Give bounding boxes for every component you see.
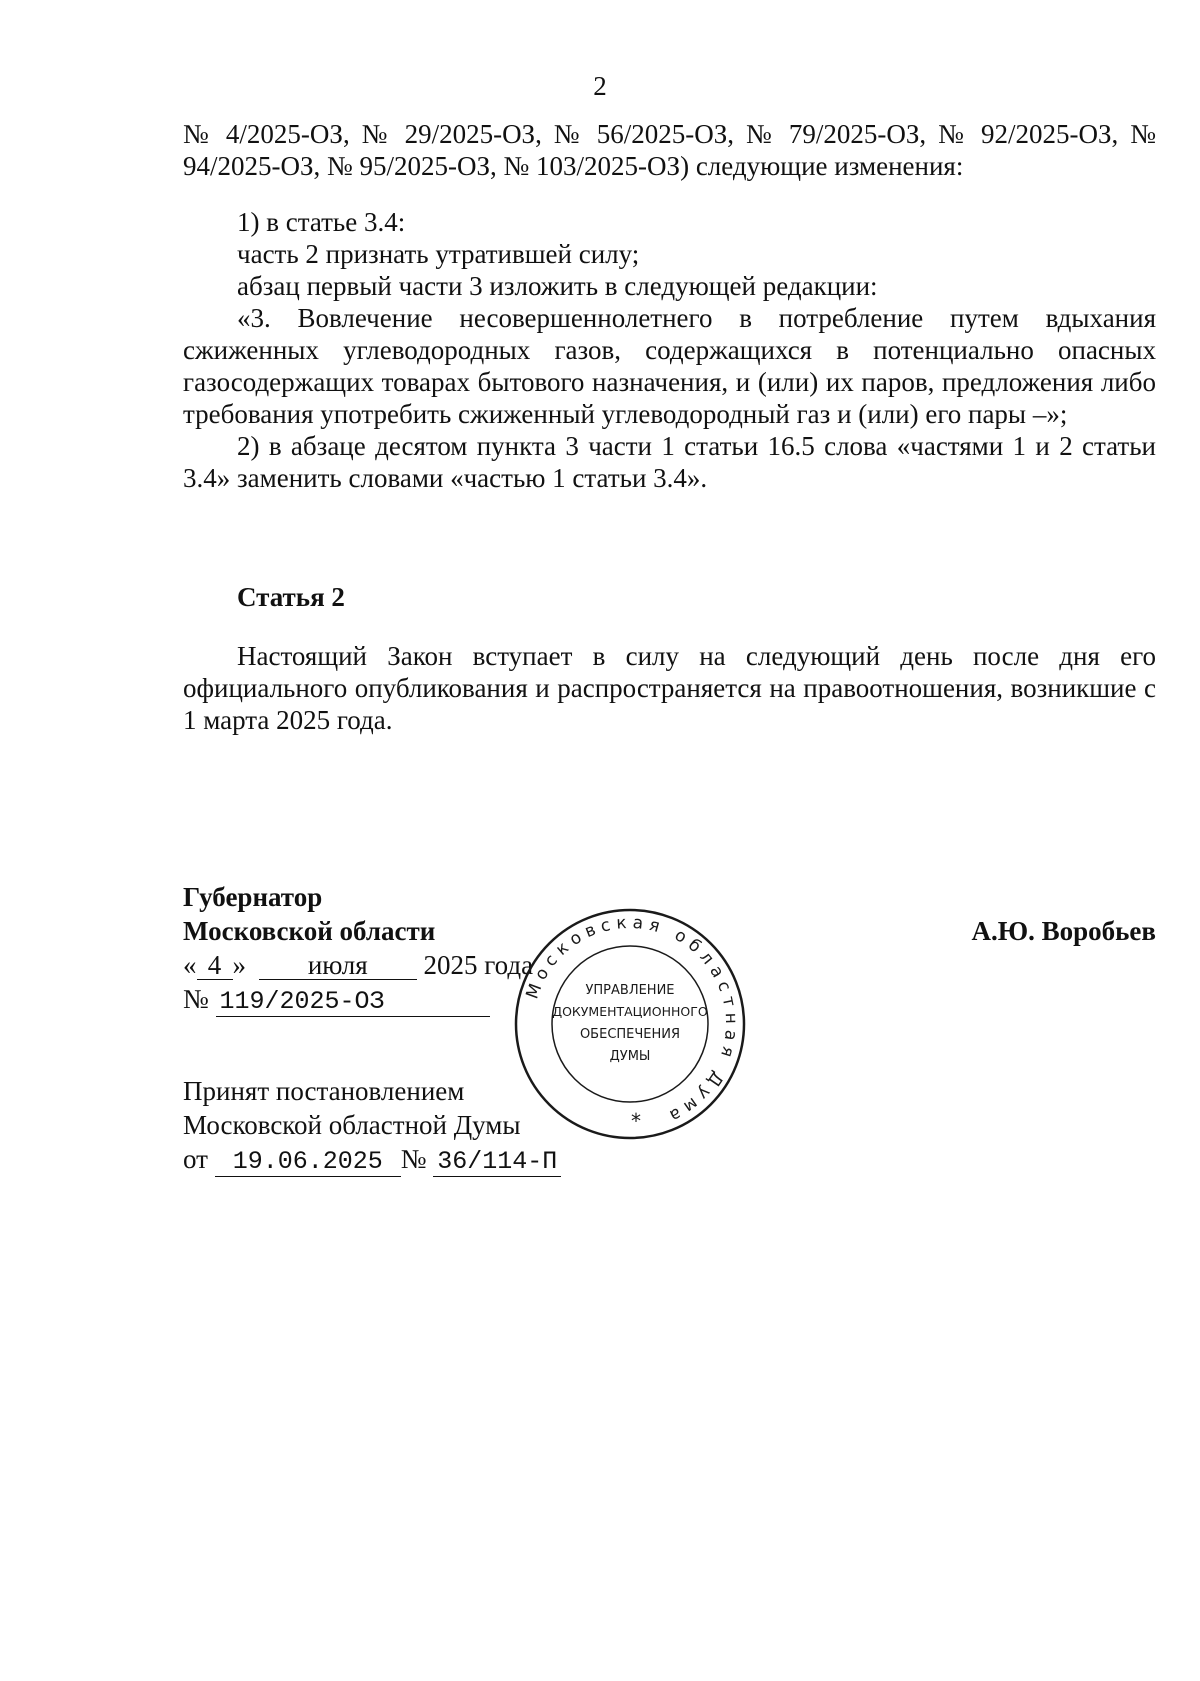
governor-title-line2: Московской области	[183, 916, 436, 946]
adoption-from-label: от	[183, 1144, 208, 1174]
law-number-label: №	[183, 984, 209, 1014]
paragraph-new-wording: «3. Вовлечение несовершеннолетнего в потребление путем вдыхания сжиженных углеводородных газов, содержащихся в потенциально опасных газосодержащих товарах бытового назначения, и (или) их паров, предложения либо требования употребить сжиженный углеводородный газ и (или) его пары –»;	[183, 303, 1156, 429]
paragraph-item-2: 2) в абзаце десятом пункта 3 части 1 статьи 16.5 слова «частями 1 и 2 статьи 3.4» заменить словами «частью 1 статьи 3.4».	[183, 431, 1156, 493]
law-number	[183, 982, 490, 1017]
date-year: 2025 года	[423, 950, 534, 980]
governor-title	[183, 880, 435, 948]
article-text: Настоящий Закон вступает в силу на следующий день после дня его официального опубликования и распространяется на правоотношения, возникшие с 1 марта 2025 года.	[183, 641, 1156, 735]
paragraph-part-2-repeal: часть 2 признать утратившей силу;	[237, 239, 640, 269]
official-seal	[512, 906, 748, 1142]
article-body	[183, 640, 1156, 736]
paragraph-part-3-edit: абзац первый части 3 изложить в следующей редакции:	[237, 271, 878, 301]
seal-star-icon: *	[631, 1109, 641, 1133]
date-month: июля	[259, 951, 417, 980]
date-close-quote: »	[232, 950, 246, 980]
seal-center-line1: УПРАВЛЕНИЕ	[585, 983, 675, 998]
date-day: 4	[197, 951, 233, 980]
governor-title-line1: Губернатор	[183, 882, 323, 912]
date-open-quote: «	[183, 950, 197, 980]
seal-outer-ring	[516, 910, 744, 1138]
seal-center-line3: ОБЕСПЕЧЕНИЯ	[579, 1027, 681, 1042]
signing-date	[183, 948, 533, 982]
adoption-line2: Московской областной Думы	[183, 1110, 521, 1140]
governor-name: А.Ю. Воробьев	[971, 916, 1156, 946]
article-title: Статья 2	[237, 582, 345, 612]
law-number-value: 119/2025-ОЗ	[216, 988, 490, 1017]
seal-inner-ring	[552, 946, 708, 1102]
seal-center-line4: ДУМЫ	[609, 1049, 651, 1064]
amendments-text	[183, 118, 1156, 494]
adoption-block	[183, 1074, 561, 1177]
adoption-date: 19.06.2025	[215, 1148, 401, 1177]
paragraph-amended-laws: № 4/2025-ОЗ, № 29/2025-ОЗ, № 56/2025-ОЗ, № 79/2025-ОЗ, № 92/2025-ОЗ, № 94/2025-ОЗ, № 95/2025-ОЗ, № 103/2025-ОЗ) следующие изменения:	[183, 119, 1156, 181]
adoption-line1: Принят постановлением	[183, 1076, 465, 1106]
adoption-number: 36/114-П	[433, 1148, 561, 1177]
page-number: 2	[593, 71, 607, 101]
seal-ring-text: Московская областная Дума	[522, 912, 742, 1128]
paragraph-item-1: 1) в статье 3.4:	[237, 207, 406, 237]
adoption-date-line	[183, 1142, 561, 1177]
adoption-number-label: №	[400, 1144, 427, 1174]
seal-center-line2: ДОКУМЕНТАЦИОННОГО	[552, 1004, 708, 1019]
